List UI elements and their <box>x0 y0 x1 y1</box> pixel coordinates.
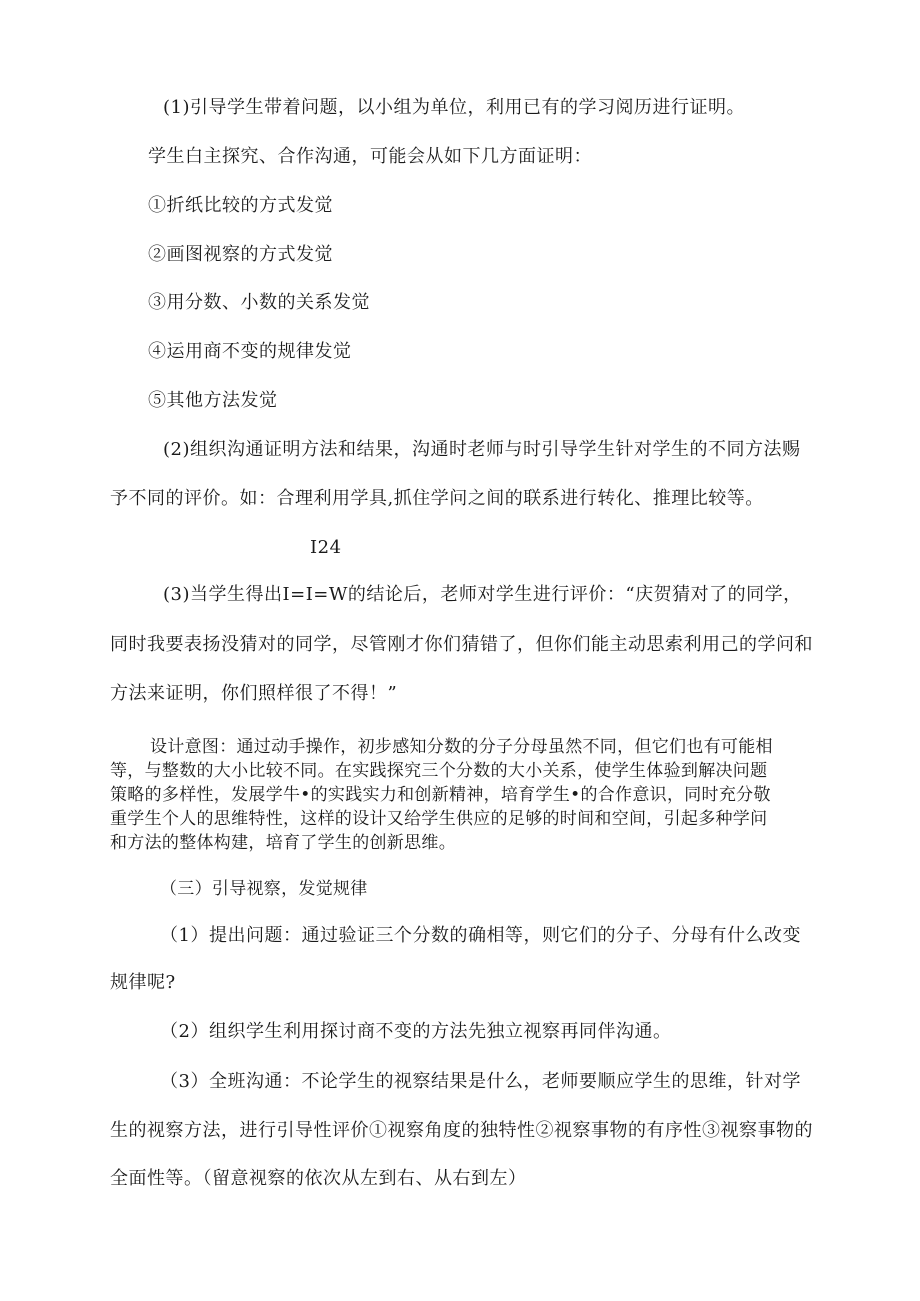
paragraph-step2-line1: (2)组织沟通证明方法和结果，沟通时老师与时引导学生针对学生的不同方法赐 <box>163 439 801 460</box>
section-heading: （三）引导视察，发觉规律 <box>160 879 368 899</box>
paragraph-step1: (1)引导学生带着问题，以小组为单位，利用已有的学习阅历进行证明。 <box>163 97 745 118</box>
question3-line1: （3）全班沟通：不论学生的视察结果是什么，老师要顺应学生的思维，针对学 <box>160 1071 801 1092</box>
design-intent-line1: 设计意图：通过动手操作，初步感知分数的分子分母虽然不同，但它们也有可能相 <box>150 737 773 757</box>
question1-line1: （1）提出问题：通过验证三个分数的确相等，则它们的分子、分母有什么改变 <box>160 925 801 946</box>
question1-line2: 规律呢? <box>110 972 176 993</box>
list-item: ⑤其他方法发觉 <box>148 390 278 411</box>
question3-line3: 全面性等。（留意视察的依次从左到右、从右到左） <box>110 1168 527 1189</box>
list-item: ②画图视察的方式发觉 <box>148 244 333 265</box>
fraction-note: I24 <box>310 537 342 558</box>
question2: （2）组织学生利用探讨商不变的方法先独立视察再同伴沟通。 <box>160 1021 672 1042</box>
list-item: ③用分数、小数的关系发觉 <box>148 292 370 313</box>
design-intent-line3: 策略的多样性，发展学牛•的实践实力和创新精神，培育学生•的合作意识，同时充分敬 <box>110 785 771 805</box>
design-intent-line2: 等，与整数的大小比较不同。在实践探究三个分数的大小关系，使学生体验到解决问题 <box>110 761 768 781</box>
paragraph-step3-line1: (3)当学生得出I=I=W的结论后，老师对学生进行评价：“庆贺猜对了的同学， <box>163 584 802 605</box>
paragraph-step2-line2: 予不同的评价。如：合理利用学具,抓住学问之间的联系进行转化、推理比较等。 <box>110 488 764 509</box>
paragraph-intro: 学生白主探究、合作沟通，可能会从如下几方面证明： <box>148 146 592 167</box>
design-intent-line4: 重学生个人的思维特性，这样的设计又给学生供应的足够的时间和空间，引起多种学问 <box>110 809 768 829</box>
question3-line2: 生的视察方法，进行引导性评价①视察角度的独特性②视察事物的有序性③视察事物的 <box>110 1120 813 1141</box>
paragraph-step3-line2: 同时我要表扬没猜对的同学，尽管刚才你们猜错了，但你们能主动思索利用己的学问和 <box>110 634 813 655</box>
design-intent-line5: 和方法的整体构建，培育了学生的创新思维。 <box>110 833 456 853</box>
list-item: ①折纸比较的方式发觉 <box>148 195 333 216</box>
list-item: ④运用商不变的规律发觉 <box>148 341 352 362</box>
paragraph-step3-line3: 方法来证明，你们照样很了不得！” <box>110 683 398 704</box>
